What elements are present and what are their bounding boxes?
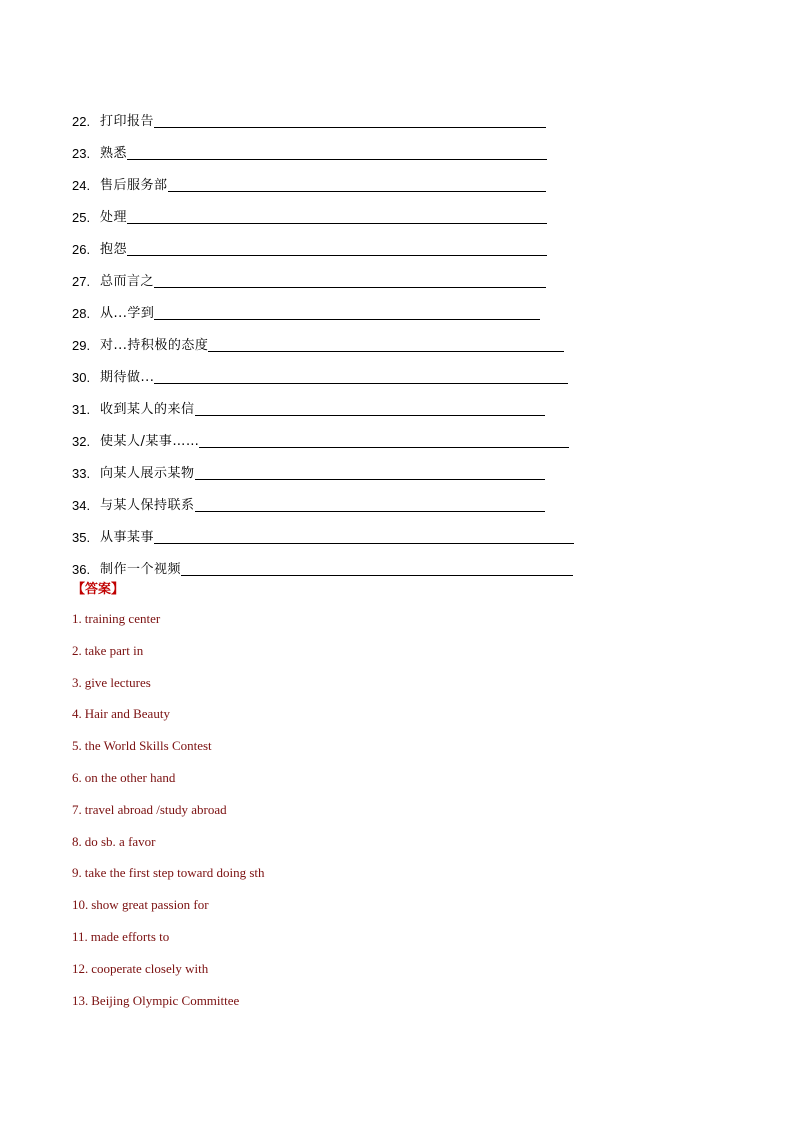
answer-blank-line [199,446,569,448]
question-text: 处理 [100,210,128,225]
question-text: 总而言之 [100,274,155,289]
question-item [72,164,574,196]
answer-item [72,609,265,641]
question-number: 28. [72,306,91,321]
answer-text: Hair and Beauty [84,706,170,722]
answer-number: 3. [72,674,82,690]
answer-blank-line [208,350,564,352]
answer-blank-line [195,510,545,512]
answer-text: give lectures [84,674,151,690]
answer-number: 12. [72,960,89,976]
question-text: 收到某人的来信 [100,402,195,417]
answer-text: Beijing Olympic Committee [91,992,240,1008]
answer-blank-line [127,222,547,224]
answer-number: 5. [72,738,82,754]
question-item [72,260,574,292]
answer-text: show great passion for [91,897,209,913]
question-text: 对...持积极的态度 [100,338,209,353]
question-text: 售后服务部 [100,178,168,193]
answer-blank-line [195,478,545,480]
answer-number: 7. [72,801,82,817]
answer-number: 10. [72,897,89,913]
question-item [72,100,574,132]
answer-number: 13. [72,992,89,1008]
question-number: 22. [72,114,91,129]
question-number: 33. [72,466,91,481]
question-item [72,388,574,420]
question-number: 25. [72,210,91,225]
question-text: 向某人展示某物 [100,466,195,481]
answer-text: travel abroad /study abroad [84,801,227,817]
question-text: 熟悉 [100,146,128,161]
answer-text: take the first step toward doing sth [84,865,265,881]
answer-heading: 【答案】 [72,582,125,597]
answer-blank-line [154,382,568,384]
question-item [72,228,574,260]
answer-blank-line [154,126,546,128]
question-text: 期待做... [100,370,155,385]
question-text: 抱怨 [100,242,128,257]
answer-blank-line [154,542,574,544]
answer-text: take part in [84,642,144,658]
question-number: 34. [72,498,91,513]
answer-item [72,800,265,832]
answer-item [72,641,265,673]
answer-item [72,863,265,895]
answer-item [72,673,265,705]
question-number: 27. [72,274,91,289]
answer-number: 8. [72,833,82,849]
answer-item [72,832,265,864]
answer-number: 1. [72,611,82,626]
answer-blank-line [127,158,547,160]
question-text: 与某人保持联系 [100,498,195,513]
answer-item [72,704,265,736]
question-item [72,356,574,388]
question-item [72,324,574,356]
question-number: 24. [72,178,91,193]
question-item [72,132,574,164]
question-item [72,484,574,516]
question-item [72,196,574,228]
question-text: 从...学到 [100,306,155,321]
answer-text: cooperate closely with [91,960,209,976]
question-number: 32. [72,434,91,449]
answer-text: on the other hand [84,769,176,785]
answer-blank-line [154,286,546,288]
question-number: 30. [72,370,91,385]
question-number: 31. [72,402,91,417]
question-text: 使某人/某事…… [100,434,200,449]
question-list [72,100,574,580]
answer-text: do sb. a favor [84,833,156,849]
answer-number: 6. [72,769,82,785]
answer-item [72,959,265,991]
question-item [72,548,574,580]
answer-text: made efforts to [90,928,170,944]
answer-number: 11. [72,928,88,944]
answer-blank-line [154,318,540,320]
answer-item [72,991,265,1023]
answer-number: 4. [72,706,82,722]
question-number: 26. [72,242,91,257]
question-text: 制作一个视频 [100,562,182,577]
answer-number: 9. [72,865,82,881]
answer-blank-line [168,190,546,192]
question-number: 29. [72,338,91,353]
question-number: 36. [72,562,91,577]
question-item [72,452,574,484]
answer-number: 2. [72,642,82,658]
answer-item [72,768,265,800]
answer-item [72,895,265,927]
question-item [72,420,574,452]
answer-item [72,736,265,768]
answer-blank-line [127,254,547,256]
answer-blank-line [195,414,545,416]
answer-list [72,609,265,1022]
question-number: 35. [72,530,91,545]
question-item [72,516,574,548]
answer-text: training center [84,611,161,626]
question-number: 23. [72,146,91,161]
question-text: 从事某事 [100,530,155,545]
question-text: 打印报告 [100,114,155,129]
question-item [72,292,574,324]
answer-item [72,927,265,959]
answer-text: the World Skills Contest [84,738,212,754]
answer-blank-line [181,574,573,576]
